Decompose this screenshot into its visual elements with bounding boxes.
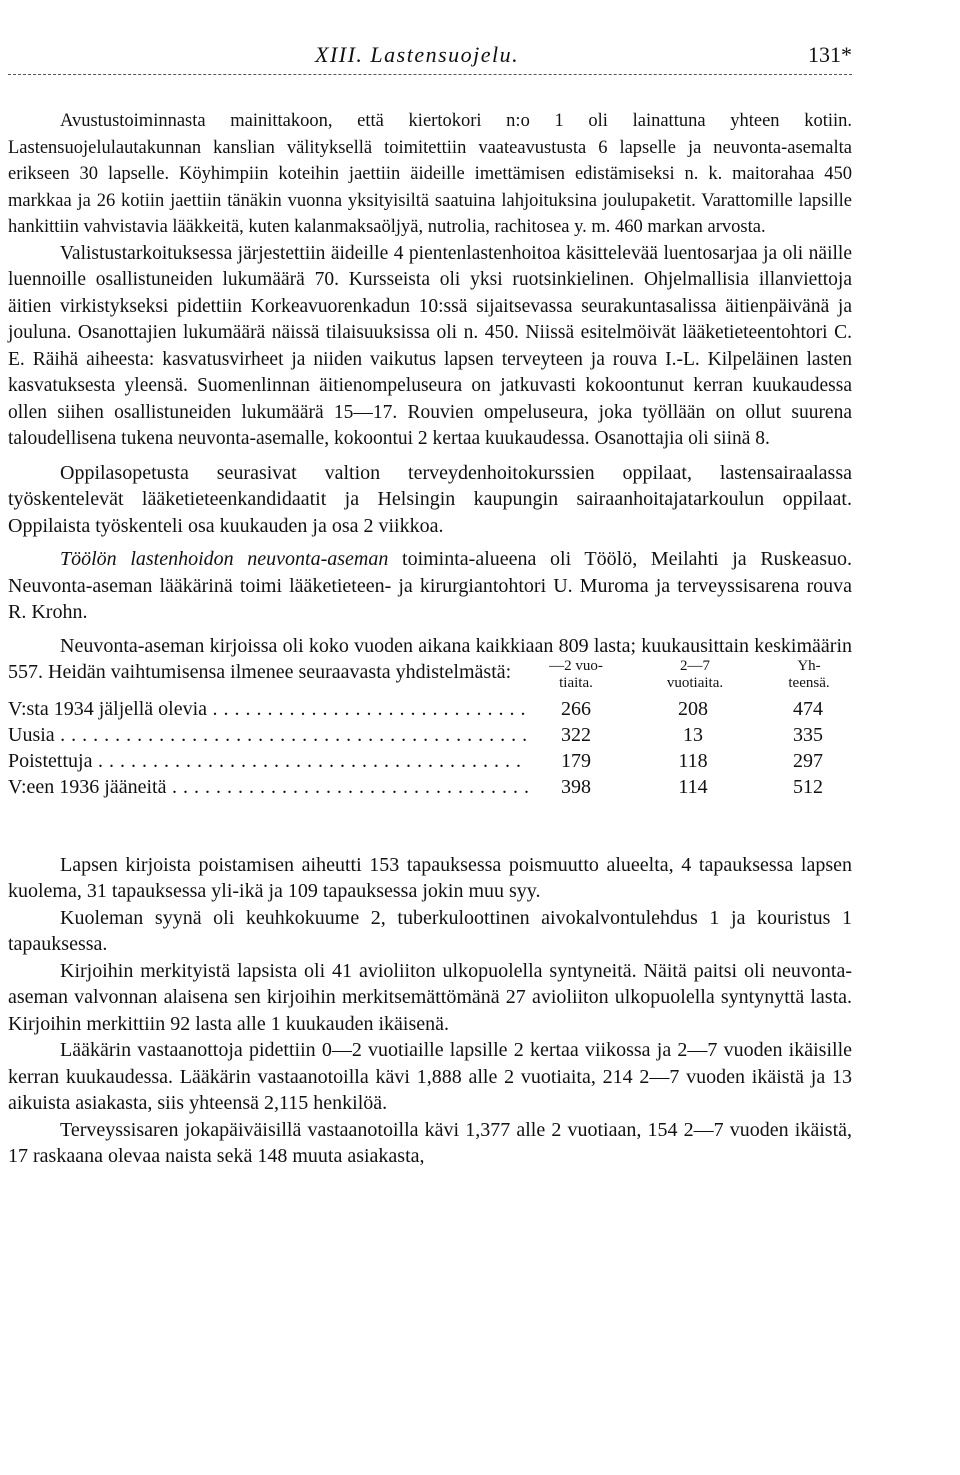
table-header-2-7: 2—7 vuotiaita.	[666, 657, 724, 691]
toolo-italic-lead: Töölön lastenhoidon neuvonta-aseman	[60, 548, 389, 570]
cell-0-2: 266	[561, 697, 591, 720]
paragraph-terveyssisar: Terveyssisaren jokapäiväisillä vastaanotoilla kävi 1,377 alle 2 vuotiaan, 154 2—7 vuoden ikäistä, 17 raskaana olevaa naista sekä 148 muuta asiakasta,	[8, 1118, 852, 1167]
row-label: Poistettuja . . .	[8, 750, 528, 773]
page-number: 131*	[808, 42, 852, 67]
row-label: Uusia . . .	[8, 724, 528, 747]
cell-2-7: 208	[678, 697, 708, 720]
cell-total: 474	[793, 697, 823, 720]
cell-0-2: 398	[561, 775, 591, 798]
cell-0-2: 179	[561, 749, 591, 772]
row-label: V:sta 1934 jäljellä olevia . . .	[8, 698, 528, 721]
cell-2-7: 118	[678, 749, 708, 772]
paragraph-avustustoiminta: Avustustoiminnasta mainittakoon, että kiertokori n:o 1 oli lainattuna yhteen kotiin. Lastensuojelulautakunnan kanslian välityksellä toimitettiin vaateavustusta 6 lapselle ja neuvonta-asemalta erikseen 30 lapselle. Köyhimpiin koteihin jaettiin äideille imettämisen edistämiseksi n. k. maitorahaa 450 markkaa ja 26 kotiin jaettiin tänäkin vuonna yksityisiltä saatuina lahjoituksina joulupaketit. Varattomille lapsille hankittiin vahvistavia lääkkeitä, kuten kalanmaksaöljyä, nutrolia, rachitosea y. m. 460 markan arvosta.	[8, 111, 852, 237]
page-header	[8, 0, 852, 78]
cell-total: 297	[793, 749, 823, 772]
toolo-rest: toiminta-alueena oli Töölö, Meilahti ja Ruskeasuo. Neuvonta-aseman lääkärinä toimi lääketieteen- ja kirurgiantohtori U. Muroma ja terveyssisarena rouva R. Krohn.	[8, 548, 852, 623]
header-divider	[8, 74, 852, 75]
cell-total: 335	[793, 723, 823, 746]
cell-0-2: 322	[561, 723, 591, 746]
cell-2-7: 13	[683, 723, 703, 746]
paragraph-toolo	[8, 546, 852, 626]
document-page	[8, 0, 852, 1167]
paragraph-avioliitto: Kirjoihin merkityistä lapsista oli 41 avioliiton ulkopuolella syntyneitä. Näitä paitsi oli neuvonta-aseman valvonnan alaisena sen kirjoihin merkitsemättömänä 27 avioliiton ulkopuolella syntynyttä lasta. Kirjoihin merkittiin 92 lasta alle 1 kuukauden ikäisenä.	[8, 959, 852, 1035]
paragraph-table-intro: Neuvonta-aseman kirjoissa oli koko vuoden aikana kaikkiaan 809 lasta; kuukausittain keskimäärin 557. Heidän vaihtumisensa ilmenee seuraavasta yhdistelmästä:	[8, 634, 852, 683]
table-header-total: Yh- teensä.	[788, 657, 830, 691]
row-label: V:een 1936 jääneitä . . .	[8, 776, 528, 799]
paragraph-vastaanotot: Lääkärin vastaanottoja pidettiin 0—2 vuotiaille lapsille 2 kertaa viikossa ja 2—7 vuoden ikäisille kerran kuukaudessa. Lääkärin vastaanotoilla kävi 1,888 alle 2 vuotiaita, 214 2—7 vuoden ikäistä ja 13 aikuista asiakasta, siis yhteensä 2,115 henkilöä.	[8, 1039, 852, 1114]
cell-2-7: 114	[678, 775, 708, 798]
paragraph-valistus: Valistustarkoituksessa järjestettiin äideille 4 pientenlastenhoitoa käsittelevää luentosarjaa ja oli näille luennoille osallistuneiden lukumäärä 70. Kursseista oli yksi ruotsinkielinen. Ohjelmallisia illanviettoja äitien virkistykseksi pidettiin Korkeavuorenkadun 10:ssä sijaitsevassa seurakuntasalissa äitienpäivänä ja jouluna. Osanottajien lukumäärä näissä tilaisuuksissa oli n. 450. Niissä esitelmöivät lääketieteentohtori C. E. Räihä aiheesta: kasvatusvirheet ja niiden vaikutus lapsen terveyteen ja rouva I.-L. Kilpeläinen lasten kasvatuksesta yleensä. Suomenlinnan äitienompeluseura on jatkuvasti kokoontunut kerran kuukaudessa ollen siihen osallistuneiden lukumäärä 15—17. Rouvien ompeluseura, joka työllään on ollut suurena taloudellisena tukena neuvonta-asemalle, kokoontui 2 kertaa kuukaudessa. Osanottajia oli siinä 8.	[8, 242, 852, 449]
table-row	[8, 776, 852, 802]
paragraph-poistaminen: Lapsen kirjoista poistamisen aiheutti 153 tapauksessa poismuutto alueelta, 4 tapauksessa lapsen kuolema, 31 tapauksessa yli-ikä ja 109 tapauksessa jokin muu syy.	[8, 853, 852, 902]
cell-total: 512	[793, 775, 823, 798]
table-row	[8, 750, 852, 776]
paragraph-oppilasopetus: Oppilasopetusta seurasivat valtion terveydenhoitokurssien oppilaat, lastensairaalassa työskentelevät lääketieteenkandidaatit ja Helsingin kaupungin sairaanhoitajatarkoulun oppilaat. Oppilaista työskenteli osa kuukauden ja osa 2 viikkoa.	[8, 461, 852, 537]
table-header-0-2: —2 vuo- tiaita.	[549, 657, 603, 691]
table-row	[8, 698, 852, 724]
paragraph-kuolema: Kuoleman syynä oli keuhkokuume 2, tuberkuloottinen aivokalvontulehdus 1 ja kouristus 1 tapauksessa.	[8, 906, 852, 955]
chapter-title: XIII. Lastensuojelu.	[315, 42, 520, 67]
table-row	[8, 724, 852, 750]
body-text	[8, 108, 852, 1170]
